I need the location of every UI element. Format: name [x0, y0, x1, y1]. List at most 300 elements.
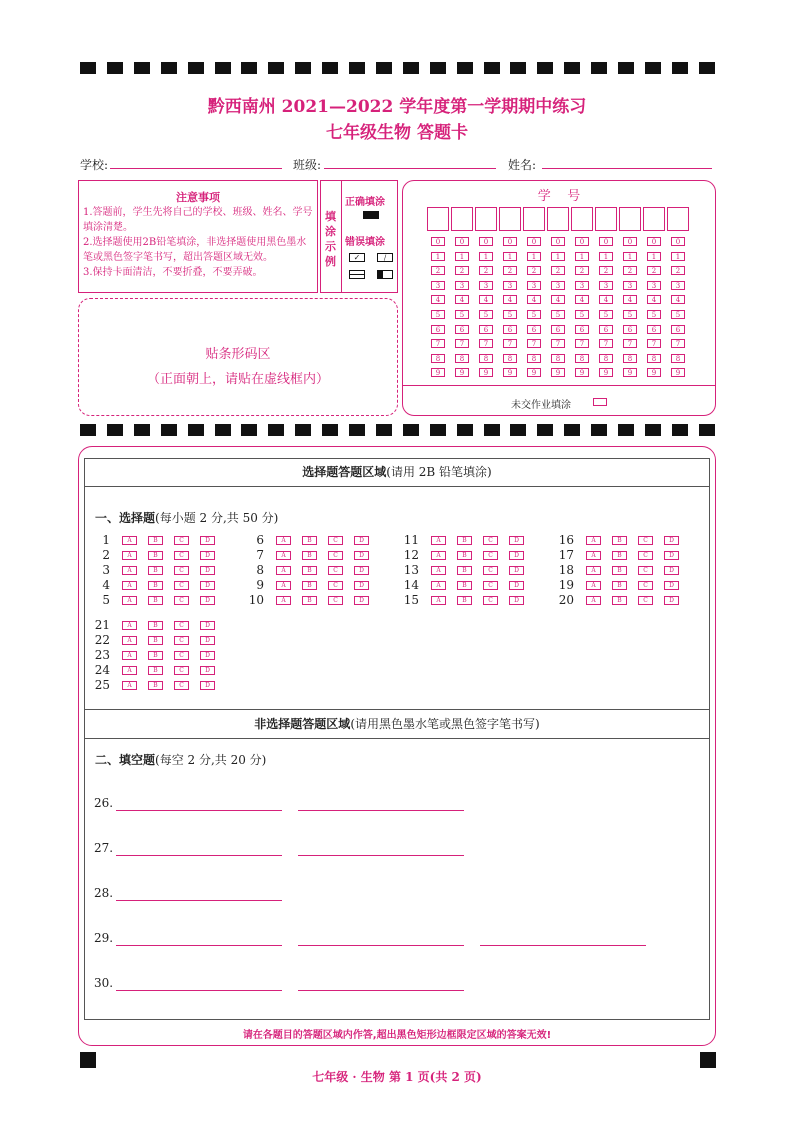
- answer-bubble-d[interactable]: D: [200, 566, 215, 575]
- student-id-digit-bubble[interactable]: 4: [551, 295, 565, 304]
- student-id-digit-bubble[interactable]: 9: [455, 368, 469, 377]
- middle-alignment-bar: [80, 424, 716, 436]
- choice-section-header: 选择题答题区域(请用 2B 铅笔填涂): [85, 459, 709, 487]
- answer-bubble-d[interactable]: D: [509, 581, 524, 590]
- student-id-digit-bubble[interactable]: 0: [671, 237, 685, 246]
- answer-bubble-b[interactable]: B: [457, 551, 472, 560]
- student-id-digit-bubble[interactable]: 8: [599, 354, 613, 363]
- answer-bubble-d[interactable]: D: [664, 596, 679, 605]
- answer-bubble-d[interactable]: D: [200, 551, 215, 560]
- student-id-digit-bubble[interactable]: 5: [527, 310, 541, 319]
- answer-bubble-d[interactable]: D: [200, 581, 215, 590]
- answer-bubble-c[interactable]: C: [174, 536, 189, 545]
- answer-bubble-a[interactable]: A: [122, 566, 137, 575]
- answer-bubble-c[interactable]: C: [638, 596, 653, 605]
- student-id-digit-bubble[interactable]: 5: [599, 310, 613, 319]
- answer-bubble-a[interactable]: A: [431, 551, 446, 560]
- answer-bubble-a[interactable]: A: [122, 651, 137, 660]
- answer-bubble-b[interactable]: B: [302, 551, 317, 560]
- bottom-left-marker: [80, 1052, 96, 1068]
- student-id-digit-bubble[interactable]: 2: [551, 266, 565, 275]
- answer-bubble-d[interactable]: D: [354, 566, 369, 575]
- student-id-digit-bubble[interactable]: 0: [431, 237, 445, 246]
- student-id-digit-bubble[interactable]: 6: [575, 325, 589, 334]
- student-id-digit-bubble[interactable]: 2: [503, 266, 517, 275]
- student-id-write-cell[interactable]: [619, 207, 641, 231]
- answer-bubble-b[interactable]: B: [457, 536, 472, 545]
- alignment-dash: [457, 424, 473, 436]
- student-id-digit-bubble[interactable]: 2: [479, 266, 493, 275]
- student-id-digit-bubble[interactable]: 4: [503, 295, 517, 304]
- student-id-digit-bubble[interactable]: 1: [599, 252, 613, 261]
- student-id-title: 学 号: [537, 189, 581, 204]
- answer-bubble-a[interactable]: A: [276, 536, 291, 545]
- answer-bubble-c[interactable]: C: [328, 581, 343, 590]
- student-id-digit-bubble[interactable]: 7: [599, 339, 613, 348]
- answer-bubble-d[interactable]: D: [354, 551, 369, 560]
- answer-bubble-d[interactable]: D: [664, 551, 679, 560]
- answer-bubble-a[interactable]: A: [586, 536, 601, 545]
- student-id-digit-bubble[interactable]: 9: [671, 368, 685, 377]
- answer-bubble-c[interactable]: C: [328, 551, 343, 560]
- student-id-digit-bubble[interactable]: 4: [575, 295, 589, 304]
- answer-bubble-c[interactable]: C: [174, 566, 189, 575]
- question-number: 2: [102, 548, 110, 562]
- student-id-digit-bubble[interactable]: 3: [623, 281, 637, 290]
- student-id-write-cell[interactable]: [547, 207, 569, 231]
- student-id-write-cell[interactable]: [475, 207, 497, 231]
- student-id-digit-bubble[interactable]: 6: [551, 325, 565, 334]
- student-id-digit-bubble[interactable]: 1: [503, 252, 517, 261]
- correct-fill-label: 正确填涂: [345, 197, 385, 208]
- alignment-dash: [430, 424, 446, 436]
- answer-bubble-c[interactable]: C: [174, 666, 189, 675]
- student-id-digit-bubble[interactable]: 3: [527, 281, 541, 290]
- answer-blank-line[interactable]: [298, 810, 464, 811]
- student-id-digit-bubble[interactable]: 5: [479, 310, 493, 319]
- answer-bubble-d[interactable]: D: [509, 551, 524, 560]
- student-id-digit-bubble[interactable]: 8: [671, 354, 685, 363]
- student-id-digit-bubble[interactable]: 8: [431, 354, 445, 363]
- answer-bubble-b[interactable]: B: [148, 581, 163, 590]
- student-id-digit-bubble[interactable]: 9: [575, 368, 589, 377]
- question-number: 18: [558, 563, 574, 577]
- page-footer: 七年级 · 生物 第 1 页(共 2 页): [312, 1070, 482, 1084]
- fill-example-label: 填 涂 示 例: [325, 210, 336, 268]
- answer-bubble-d[interactable]: D: [200, 681, 215, 690]
- class-field[interactable]: [324, 168, 496, 169]
- answer-bubble-a[interactable]: A: [431, 536, 446, 545]
- student-id-digit-bubble[interactable]: 0: [599, 237, 613, 246]
- student-id-digit-bubble[interactable]: 7: [455, 339, 469, 348]
- question-number: 13: [403, 563, 419, 577]
- answer-bubble-b[interactable]: B: [148, 636, 163, 645]
- answer-bubble-b[interactable]: B: [612, 551, 627, 560]
- student-id-digit-bubble[interactable]: 5: [671, 310, 685, 319]
- answer-blank-line[interactable]: [116, 990, 282, 991]
- student-id-digit-bubble[interactable]: 8: [647, 354, 661, 363]
- answer-bubble-c[interactable]: C: [174, 551, 189, 560]
- answer-bubble-b[interactable]: B: [148, 681, 163, 690]
- student-id-digit-bubble[interactable]: 3: [431, 281, 445, 290]
- student-id-digit-bubble[interactable]: 6: [503, 325, 517, 334]
- school-label: 学校:: [80, 158, 109, 172]
- student-id-digit-bubble[interactable]: 9: [623, 368, 637, 377]
- student-id-digit-bubble[interactable]: 5: [575, 310, 589, 319]
- answer-bubble-c[interactable]: C: [174, 581, 189, 590]
- answer-bubble-b[interactable]: B: [457, 566, 472, 575]
- student-id-digit-bubble[interactable]: 0: [527, 237, 541, 246]
- answer-bubble-a[interactable]: A: [276, 596, 291, 605]
- answer-bubble-d[interactable]: D: [509, 596, 524, 605]
- student-id-write-cell[interactable]: [499, 207, 521, 231]
- alignment-dash: [591, 424, 607, 436]
- alignment-dash: [349, 62, 365, 74]
- student-id-digit-bubble[interactable]: 7: [551, 339, 565, 348]
- student-id-digit-bubble[interactable]: 4: [623, 295, 637, 304]
- answer-bubble-b[interactable]: B: [148, 621, 163, 630]
- barcode-area: [78, 298, 398, 416]
- answer-bubble-b[interactable]: B: [148, 566, 163, 575]
- student-id-digit-bubble[interactable]: 9: [479, 368, 493, 377]
- alignment-dash: [107, 424, 123, 436]
- answer-blank-line[interactable]: [298, 990, 464, 991]
- card-subtitle: 七年级生物 答题卡: [326, 123, 468, 143]
- alignment-dash: [564, 62, 580, 74]
- student-id-digit-bubble[interactable]: 0: [479, 237, 493, 246]
- answer-bubble-b[interactable]: B: [302, 596, 317, 605]
- answer-bubble-b[interactable]: B: [148, 536, 163, 545]
- question-number: 6: [256, 533, 264, 547]
- answer-bubble-c[interactable]: C: [328, 566, 343, 575]
- answer-bubble-a[interactable]: A: [122, 596, 137, 605]
- answer-bubble-a[interactable]: A: [586, 581, 601, 590]
- answer-bubble-c[interactable]: C: [174, 636, 189, 645]
- answer-bubble-c[interactable]: C: [328, 536, 343, 545]
- student-id-digit-bubble[interactable]: 2: [647, 266, 661, 275]
- student-id-digit-bubble[interactable]: 5: [551, 310, 565, 319]
- student-id-digit-bubble[interactable]: 7: [431, 339, 445, 348]
- answer-bubble-a[interactable]: A: [276, 581, 291, 590]
- exam-title: 黔西南州 2021—2022 学年度第一学期期中练习: [207, 97, 587, 117]
- student-id-write-cell[interactable]: [427, 207, 449, 231]
- student-id-digit-bubble[interactable]: 1: [527, 252, 541, 261]
- student-id-digit-bubble[interactable]: 2: [599, 266, 613, 275]
- student-id-write-cell[interactable]: [451, 207, 473, 231]
- student-id-digit-bubble[interactable]: 9: [647, 368, 661, 377]
- answer-bubble-c[interactable]: C: [638, 581, 653, 590]
- unsubmitted-label: 未交作业填涂: [511, 400, 571, 411]
- alignment-dash: [430, 62, 446, 74]
- student-id-digit-bubble[interactable]: 9: [527, 368, 541, 377]
- answer-bubble-d[interactable]: D: [354, 536, 369, 545]
- alignment-dash: [537, 424, 553, 436]
- student-id-digit-bubble[interactable]: 5: [431, 310, 445, 319]
- student-id-digit-bubble[interactable]: 6: [623, 325, 637, 334]
- student-id-digit-bubble[interactable]: 4: [527, 295, 541, 304]
- question-number: 7: [256, 548, 264, 562]
- student-id-digit-bubble[interactable]: 8: [479, 354, 493, 363]
- answer-blank-line[interactable]: [116, 810, 282, 811]
- answer-bubble-c[interactable]: C: [483, 596, 498, 605]
- alignment-dash: [564, 424, 580, 436]
- answer-bubble-b[interactable]: B: [148, 651, 163, 660]
- wrong-fill-label: 错误填涂: [345, 237, 385, 248]
- student-id-digit-bubble[interactable]: 2: [623, 266, 637, 275]
- answer-bubble-b[interactable]: B: [148, 596, 163, 605]
- student-id-write-cell[interactable]: [667, 207, 689, 231]
- answer-bubble-a[interactable]: A: [431, 596, 446, 605]
- nonchoice-section-header: 非选择题答题区域(请用黑色墨水笔或黑色签字笔书写): [85, 709, 709, 739]
- student-id-write-cell[interactable]: [523, 207, 545, 231]
- answer-bubble-a[interactable]: A: [122, 551, 137, 560]
- student-id-digit-bubble[interactable]: 4: [455, 295, 469, 304]
- answer-blank-line[interactable]: [116, 900, 282, 901]
- student-id-digit-bubble[interactable]: 9: [503, 368, 517, 377]
- student-id-digit-bubble[interactable]: 8: [623, 354, 637, 363]
- student-id-digit-bubble[interactable]: 3: [503, 281, 517, 290]
- alignment-dash: [591, 62, 607, 74]
- alignment-dash: [618, 424, 634, 436]
- student-id-digit-bubble[interactable]: 6: [479, 325, 493, 334]
- student-id-digit-bubble[interactable]: 6: [431, 325, 445, 334]
- student-id-digit-bubble[interactable]: 4: [431, 295, 445, 304]
- alignment-dash: [107, 62, 123, 74]
- answer-blank-line[interactable]: [116, 855, 282, 856]
- student-id-digit-bubble[interactable]: 8: [551, 354, 565, 363]
- answer-bubble-a[interactable]: A: [122, 666, 137, 675]
- name-field[interactable]: [542, 168, 712, 169]
- answer-bubble-b[interactable]: B: [148, 551, 163, 560]
- wrong-fill-partial-mark: [377, 270, 393, 279]
- answer-bubble-a[interactable]: A: [431, 566, 446, 575]
- answer-bubble-c[interactable]: C: [174, 621, 189, 630]
- student-id-digit-bubble[interactable]: 2: [527, 266, 541, 275]
- answer-bubble-d[interactable]: D: [354, 581, 369, 590]
- student-id-digit-bubble[interactable]: 2: [455, 266, 469, 275]
- answer-bubble-d[interactable]: D: [200, 596, 215, 605]
- notes-box: [78, 180, 318, 293]
- student-id-digit-bubble[interactable]: 3: [575, 281, 589, 290]
- student-id-digit-bubble[interactable]: 3: [455, 281, 469, 290]
- student-id-digit-bubble[interactable]: 0: [551, 237, 565, 246]
- answer-bubble-b[interactable]: B: [612, 581, 627, 590]
- answer-bubble-a[interactable]: A: [122, 581, 137, 590]
- alignment-dash: [618, 62, 634, 74]
- student-id-digit-bubble[interactable]: 0: [575, 237, 589, 246]
- student-id-digit-bubble[interactable]: 0: [623, 237, 637, 246]
- student-id-digit-bubble[interactable]: 6: [455, 325, 469, 334]
- student-id-digit-bubble[interactable]: 2: [575, 266, 589, 275]
- answer-bubble-a[interactable]: A: [431, 581, 446, 590]
- answer-blank-line[interactable]: [298, 945, 464, 946]
- student-id-digit-bubble[interactable]: 7: [503, 339, 517, 348]
- answer-bubble-d[interactable]: D: [664, 581, 679, 590]
- student-id-digit-bubble[interactable]: 9: [431, 368, 445, 377]
- student-id-digit-bubble[interactable]: 8: [527, 354, 541, 363]
- alignment-dash: [268, 424, 284, 436]
- student-id-digit-bubble[interactable]: 5: [623, 310, 637, 319]
- student-id-digit-bubble[interactable]: 6: [527, 325, 541, 334]
- alignment-dash: [268, 62, 284, 74]
- answer-bubble-b[interactable]: B: [457, 596, 472, 605]
- alignment-dash: [645, 62, 661, 74]
- student-id-digit-bubble[interactable]: 5: [647, 310, 661, 319]
- answer-bubble-b[interactable]: B: [612, 536, 627, 545]
- student-id-digit-bubble[interactable]: 4: [671, 295, 685, 304]
- student-id-digit-bubble[interactable]: 6: [671, 325, 685, 334]
- student-id-digit-bubble[interactable]: 0: [455, 237, 469, 246]
- class-label: 班级:: [293, 158, 322, 172]
- alignment-dash: [699, 424, 715, 436]
- alignment-dash: [188, 62, 204, 74]
- student-id-digit-bubble[interactable]: 5: [503, 310, 517, 319]
- answer-bubble-d[interactable]: D: [509, 566, 524, 575]
- answer-bubble-a[interactable]: A: [586, 551, 601, 560]
- answer-bubble-c[interactable]: C: [174, 651, 189, 660]
- answer-bubble-b[interactable]: B: [148, 666, 163, 675]
- student-id-digit-bubble[interactable]: 7: [647, 339, 661, 348]
- student-id-digit-bubble[interactable]: 4: [599, 295, 613, 304]
- question-number: 9: [256, 578, 264, 592]
- student-id-write-cell[interactable]: [643, 207, 665, 231]
- answer-bubble-d[interactable]: D: [200, 536, 215, 545]
- answer-bubble-a[interactable]: A: [586, 596, 601, 605]
- student-id-digit-bubble[interactable]: 6: [647, 325, 661, 334]
- student-id-digit-bubble[interactable]: 8: [455, 354, 469, 363]
- student-id-digit-bubble[interactable]: 9: [599, 368, 613, 377]
- alignment-dash: [295, 424, 311, 436]
- answer-blank-line[interactable]: [480, 945, 646, 946]
- answer-bubble-c[interactable]: C: [638, 566, 653, 575]
- answer-bubble-b[interactable]: B: [612, 566, 627, 575]
- alignment-dash: [80, 424, 96, 436]
- alignment-dash: [376, 62, 392, 74]
- student-id-digit-bubble[interactable]: 7: [623, 339, 637, 348]
- question-number: 17: [558, 548, 574, 562]
- question-number: 14: [403, 578, 419, 592]
- answer-bubble-d[interactable]: D: [664, 536, 679, 545]
- answer-bubble-d[interactable]: D: [200, 651, 215, 660]
- answer-blank-line[interactable]: [116, 945, 282, 946]
- student-id-digit-bubble[interactable]: 4: [479, 295, 493, 304]
- fill-question-number: 28.: [94, 886, 114, 900]
- answer-bubble-d[interactable]: D: [354, 596, 369, 605]
- student-id-digit-bubble[interactable]: 0: [503, 237, 517, 246]
- student-id-write-cell[interactable]: [595, 207, 617, 231]
- student-id-digit-bubble[interactable]: 1: [623, 252, 637, 261]
- answer-bubble-c[interactable]: C: [483, 536, 498, 545]
- alignment-dash: [188, 424, 204, 436]
- answer-bubble-b[interactable]: B: [302, 566, 317, 575]
- answer-bubble-b[interactable]: B: [302, 581, 317, 590]
- alignment-dash: [322, 62, 338, 74]
- unsubmitted-bubble[interactable]: [593, 398, 607, 406]
- answer-bubble-d[interactable]: D: [664, 566, 679, 575]
- answer-bubble-a[interactable]: A: [122, 636, 137, 645]
- answer-bubble-b[interactable]: B: [457, 581, 472, 590]
- student-id-digit-bubble[interactable]: 3: [479, 281, 493, 290]
- alignment-dash: [376, 424, 392, 436]
- student-id-digit-bubble[interactable]: 1: [551, 252, 565, 261]
- alignment-dash: [322, 424, 338, 436]
- question-number: 24: [94, 663, 110, 677]
- student-id-digit-bubble[interactable]: 1: [575, 252, 589, 261]
- student-id-digit-bubble[interactable]: 3: [647, 281, 661, 290]
- answer-bubble-c[interactable]: C: [638, 536, 653, 545]
- answer-bubble-a[interactable]: A: [122, 536, 137, 545]
- student-id-digit-bubble[interactable]: 0: [647, 237, 661, 246]
- alignment-dash: [510, 62, 526, 74]
- student-id-digit-bubble[interactable]: 7: [527, 339, 541, 348]
- alignment-dash: [215, 62, 231, 74]
- answer-bubble-b[interactable]: B: [612, 596, 627, 605]
- answer-bubble-c[interactable]: C: [174, 596, 189, 605]
- question-number: 10: [248, 593, 264, 607]
- alignment-dash: [80, 62, 96, 74]
- answer-bubble-d[interactable]: D: [509, 536, 524, 545]
- answer-bubble-c[interactable]: C: [483, 566, 498, 575]
- student-id-digit-bubble[interactable]: 3: [671, 281, 685, 290]
- fill-example-box: [320, 180, 398, 293]
- student-id-digit-bubble[interactable]: 5: [455, 310, 469, 319]
- student-id-digit-bubble[interactable]: 2: [431, 266, 445, 275]
- alignment-dash: [295, 62, 311, 74]
- answer-bubble-c[interactable]: C: [483, 581, 498, 590]
- answer-bubble-d[interactable]: D: [200, 636, 215, 645]
- answer-bubble-a[interactable]: A: [276, 566, 291, 575]
- student-id-digit-bubble[interactable]: 3: [551, 281, 565, 290]
- student-id-digit-bubble[interactable]: 6: [599, 325, 613, 334]
- student-id-digit-bubble[interactable]: 4: [647, 295, 661, 304]
- answer-blank-line[interactable]: [298, 855, 464, 856]
- answer-bubble-a[interactable]: A: [122, 621, 137, 630]
- answer-bubble-c[interactable]: C: [638, 551, 653, 560]
- answer-bubble-d[interactable]: D: [200, 666, 215, 675]
- student-id-digit-bubble[interactable]: 7: [575, 339, 589, 348]
- question-number: 23: [94, 648, 110, 662]
- answer-bubble-d[interactable]: D: [200, 621, 215, 630]
- student-id-write-cell[interactable]: [571, 207, 593, 231]
- student-id-digit-bubble[interactable]: 7: [479, 339, 493, 348]
- student-id-digit-bubble[interactable]: 1: [431, 252, 445, 261]
- student-id-digit-bubble[interactable]: 8: [575, 354, 589, 363]
- answer-bubble-c[interactable]: C: [174, 681, 189, 690]
- student-id-digit-bubble[interactable]: 1: [671, 252, 685, 261]
- alignment-dash: [349, 424, 365, 436]
- student-id-digit-bubble[interactable]: 8: [503, 354, 517, 363]
- alignment-dash: [537, 62, 553, 74]
- student-id-digit-bubble[interactable]: 1: [455, 252, 469, 261]
- answer-bubble-a[interactable]: A: [276, 551, 291, 560]
- answer-bubble-c[interactable]: C: [328, 596, 343, 605]
- answer-bubble-a[interactable]: A: [586, 566, 601, 575]
- student-id-digit-bubble[interactable]: 1: [479, 252, 493, 261]
- answer-bubble-c[interactable]: C: [483, 551, 498, 560]
- alignment-dash: [134, 424, 150, 436]
- answer-bubble-a[interactable]: A: [122, 681, 137, 690]
- alignment-dash: [672, 424, 688, 436]
- student-id-digit-bubble[interactable]: 3: [599, 281, 613, 290]
- student-id-digit-bubble[interactable]: 7: [671, 339, 685, 348]
- student-id-digit-bubble[interactable]: 9: [551, 368, 565, 377]
- answer-bubble-b[interactable]: B: [302, 536, 317, 545]
- student-id-digit-bubble[interactable]: 1: [647, 252, 661, 261]
- alignment-dash: [672, 62, 688, 74]
- school-field[interactable]: [110, 168, 282, 169]
- boundary-warning: 请在各题目的答题区域内作答,超出黑色矩形边框限定区域的答案无效!: [242, 1030, 552, 1041]
- student-id-digit-bubble[interactable]: 2: [671, 266, 685, 275]
